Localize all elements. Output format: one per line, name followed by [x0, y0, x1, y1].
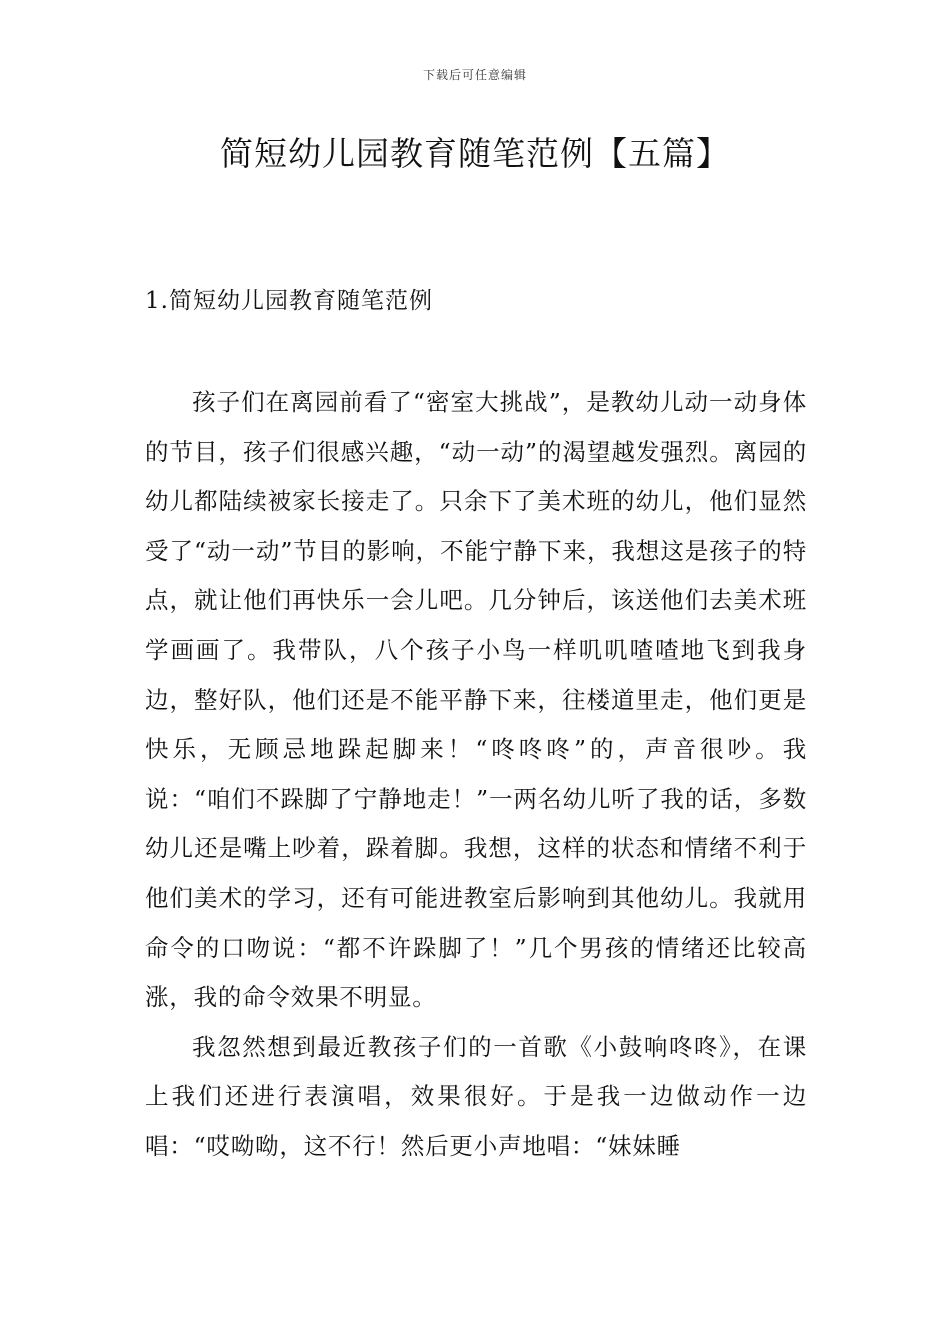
- paragraph-1: 孩子们在离园前看了“密室大挑战”，是教幼儿动一动身体的节目，孩子们很感兴趣，“动一动”的渴望越发强烈。离园的幼儿都陆续被家长接走了。只余下了美术班的幼儿，他们显然受了“动一动”节目的影响，不能宁静下来，我想这是孩子的特点，就让他们再快乐一会儿吧。几分钟后，该送他们去美术班学画画了。我带队，八个孩子小鸟一样叽叽喳喳地飞到我身边，整好队，他们还是不能平静下来，往楼道里走，他们更是快乐，无顾忌地跺起脚来！“咚咚咚”的，声音很吵。我说：“咱们不跺脚了宁静地走！”一两名幼儿听了我的话，多数幼儿还是嘴上吵着，跺着脚。我想，这样的状态和情绪不利于他们美术的学习，还有可能进教室后影响到其他幼儿。我就用命令的口吻说：“都不许跺脚了！”几个男孩的情绪还比较高涨，我的命令效果不明显。: [145, 388, 807, 1012]
- header-note: 下载后可任意编辑: [422, 68, 527, 82]
- body-text: [145, 378, 807, 1172]
- paragraph-2: 我忽然想到最近教孩子们的一首歌《小鼓响咚咚》，在课上我们还进行表演唱，效果很好。于是我一边做动作一边唱：“哎呦呦，这不行！然后更小声地唱：“妹妹睡: [145, 1032, 807, 1160]
- section-heading: 1.简短幼儿园教育随笔范例: [145, 288, 433, 314]
- document-title: 简短幼儿园教育随笔范例【五篇】: [220, 134, 730, 173]
